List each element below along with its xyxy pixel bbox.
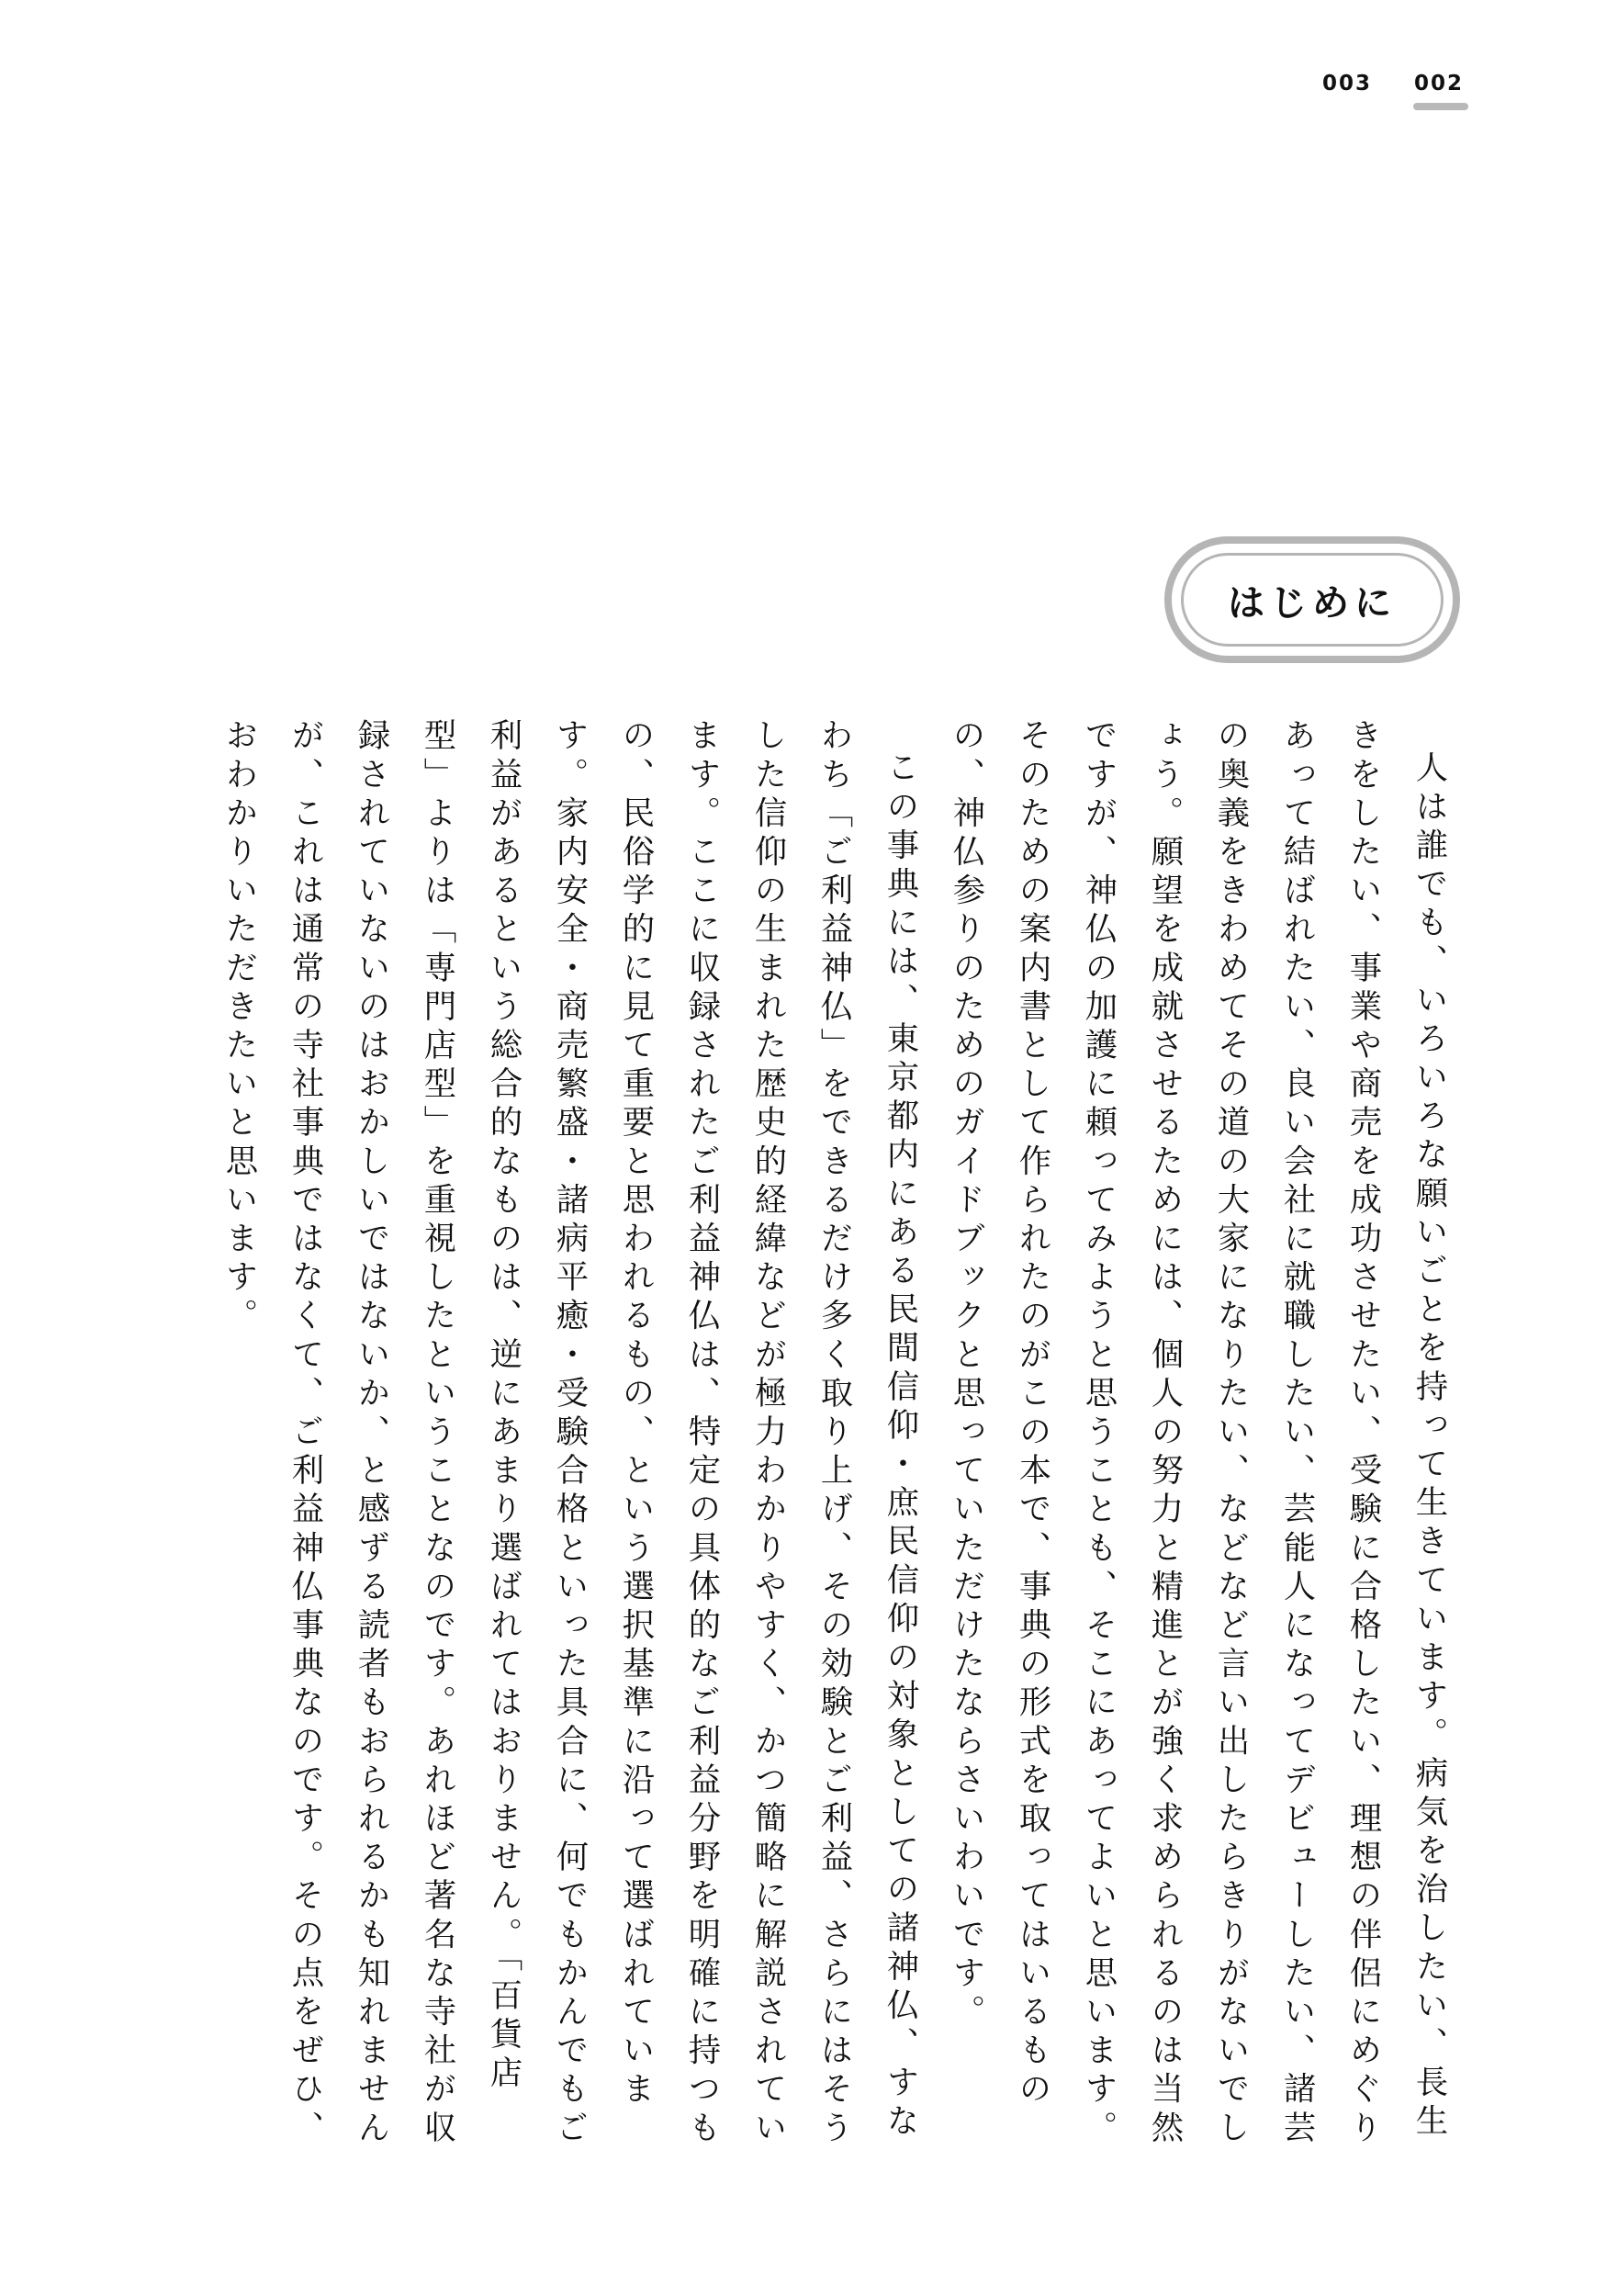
page-numbers [1322,72,1497,118]
paragraph-2: この事典には、東京都内にある民間信仰・庶民信仰の対象としての諸神仏、すなわち「ご利益神仏」をできるだけ多く取り上げ、その効験とご利益、さらにはそうした信仰の生まれた歴史的経緯などが極力わかりやすく、かつ簡略に解説されています。ここに収録されたご利益神仏は、特定の具体的なご利益分野を明確に持つもの、民俗学的に見て重要と思われるもの、という選択基準に沿って選ばれています。家内安全・商売繁盛・諸病平癒・受験合格といった具合に、何でもかんでもご利益があるという総合的なものは、逆にあまり選ばれてはおりません。「百貨店型」よりは「専門店型」を重視したということなのです。あれほど著名な寺社が収録されていないのはおかしいではないか、と感ずる読者もおられるかも知れませんが、これは通常の寺社事典ではなくて、ご利益神仏事典なのです。その点をぜひ、おわかりいただきたいと思います。 [220,718,919,2149]
page-number-right: 002 [1414,72,1465,96]
page-number-left: 003 [1322,72,1373,96]
page-title: はじめに [1228,581,1397,625]
page-number-underline [1413,103,1468,110]
body-text [220,718,1462,2151]
title-badge [1164,536,1460,663]
paragraph-1: 人は誰でも、いろいろな願いごとを持って生きています。病気を治したい、長生きをしたい、事業や商売を成功させたい、受験に合格したい、理想の伴侶にめぐりあって結ばれたい、良い会社に就職したい、芸能人になってデビューしたい、諸芸の奥義をきわめてその道の大家になりたい、などなど言い出したらきりがないでしょう。願望を成就させるためには、個人の努力と精進とが強く求められるのは当然ですが、神仏の加護に頼ってみようと思うことも、そこにあってよいと思います。そのための案内書として作られたのがこの本で、事典の形式を取ってはいるものの、神仏参りのためのガイドブックと思っていただけたならさいわいです。 [948,718,1448,2149]
title-badge-inner-border [1181,553,1444,647]
